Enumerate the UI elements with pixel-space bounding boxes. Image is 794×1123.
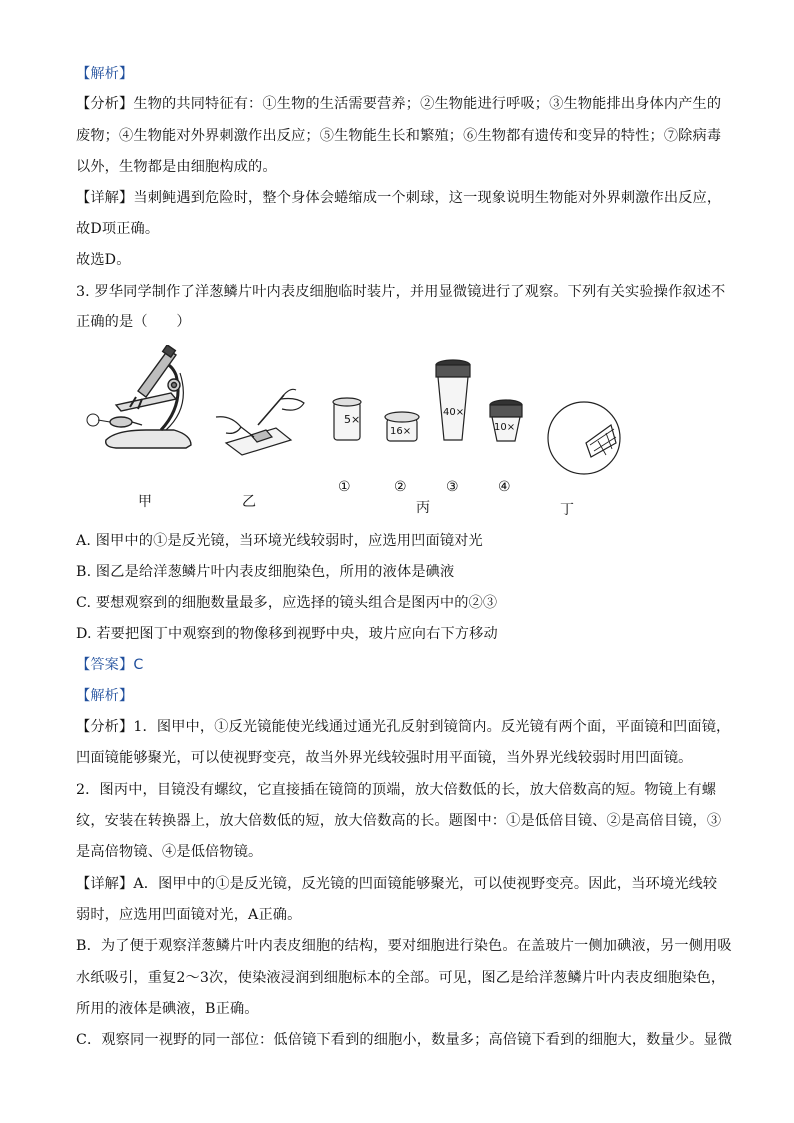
option-a: A. 图甲中的①是反光镜，当环境光线较弱时，应选用凹面镜对光 <box>76 533 483 549</box>
caption-n4: ④ <box>498 479 511 495</box>
caption-ding: 丁 <box>560 502 574 518</box>
caption-n1: ① <box>338 479 351 495</box>
paragraph-line: 是高倍物镜、④是低倍物镜。 <box>76 844 263 860</box>
option-d: D. 若要把图丁中观察到的物像移到视野中央，玻片应向右下方移动 <box>76 626 498 642</box>
paragraph-line: 【分析】生物的共同特征有：①生物的生活需要营养；②生物能进行呼吸；③生物能排出身体内产生的 <box>76 96 722 112</box>
question-stem: 3. 罗华同学制作了洋葱鳞片叶内表皮细胞临时装片，并用显微镜进行了观察。下列有关实验操作叙述不 <box>76 284 726 300</box>
paragraph-line: 故D项正确。 <box>76 221 160 237</box>
paragraph-line: 【详解】A．图甲中的①是反光镜，反光镜的凹面镜能够聚光，可以使视野变亮。因此，当环境光线较 <box>76 876 718 892</box>
lens-mark-3: 40× <box>443 407 465 418</box>
field-of-view-ding <box>548 402 620 474</box>
answer-label: 【答案】C <box>76 657 144 673</box>
paragraph-line: 【分析】1．图甲中，①反光镜能使光线通过通光孔反射到镜筒内。反光镜有两个面，平面镜和凹面镜， <box>76 719 731 735</box>
microscope-jia <box>87 345 191 448</box>
paragraph-line: 凹面镜能够聚光，可以使视野变亮，故当外界光线较强时用平面镜，当外界光线较弱时用凹面镜。 <box>76 750 693 766</box>
analysis-heading: 【解析】 <box>76 688 134 704</box>
paragraph-line: 所用的液体是碘液，B正确。 <box>76 1001 259 1017</box>
paragraph-line: 故选D。 <box>76 252 131 268</box>
paragraph-line: 以外，生物都是由细胞构成的。 <box>76 159 277 175</box>
paragraph-line: 2．图丙中，目镜没有螺纹，它直接插在镜筒的顶端，放大倍数低的长，放大倍数高的短。物镜上有螺 <box>76 782 717 798</box>
lens-mark-2: 16× <box>390 426 412 437</box>
lens-mark-1: 5× <box>344 413 361 426</box>
staining-yi <box>216 389 304 455</box>
caption-jia: 甲 <box>138 494 152 510</box>
paragraph-line: C．观察同一视野的同一部位：低倍镜下看到的细胞小，数量多；高倍镜下看到的细胞大，数量少。显微 <box>76 1032 733 1048</box>
lens-mark-4: 10× <box>494 422 516 433</box>
analysis-heading: 【解析】 <box>76 66 134 82</box>
paragraph-line: 废物；④生物能对外界刺激作出反应；⑤生物能生长和繁殖；⑥生物都有遗传和变异的特性；⑦除病毒 <box>76 128 722 144</box>
caption-n2: ② <box>394 479 407 495</box>
option-c: C. 要想观察到的细胞数量最多，应选择的镜头组合是图丙中的②③ <box>76 595 498 611</box>
option-b: B. 图乙是给洋葱鳞片叶内表皮细胞染色，所用的液体是碘液 <box>76 564 455 580</box>
microscope-figure <box>76 345 726 520</box>
paragraph-line: 水纸吸引，重复2～3次，使染液浸润到细胞标本的全部。可见，图乙是给洋葱鳞片叶内表皮细胞染色， <box>76 970 726 986</box>
paragraph-line: 纹，安装在转换器上，放大倍数低的短，放大倍数高的长。题图中：①是低倍目镜、②是高倍目镜，③ <box>76 813 722 829</box>
paragraph-line: B．为了便于观察洋葱鳞片叶内表皮细胞的结构，要对细胞进行染色。在盖玻片一侧加碘液，另一侧用吸 <box>76 938 732 954</box>
question-stem: 正确的是（ ） <box>76 314 191 330</box>
caption-n3: ③ <box>446 479 459 495</box>
paragraph-line: 弱时，应选用凹面镜对光，A正确。 <box>76 907 302 923</box>
caption-bing: 丙 <box>416 500 430 516</box>
paragraph-line: 【详解】当刺鲀遇到危险时，整个身体会蜷缩成一个刺球，这一现象说明生物能对外界刺激作出反应， <box>76 190 722 206</box>
caption-yi: 乙 <box>242 494 256 510</box>
